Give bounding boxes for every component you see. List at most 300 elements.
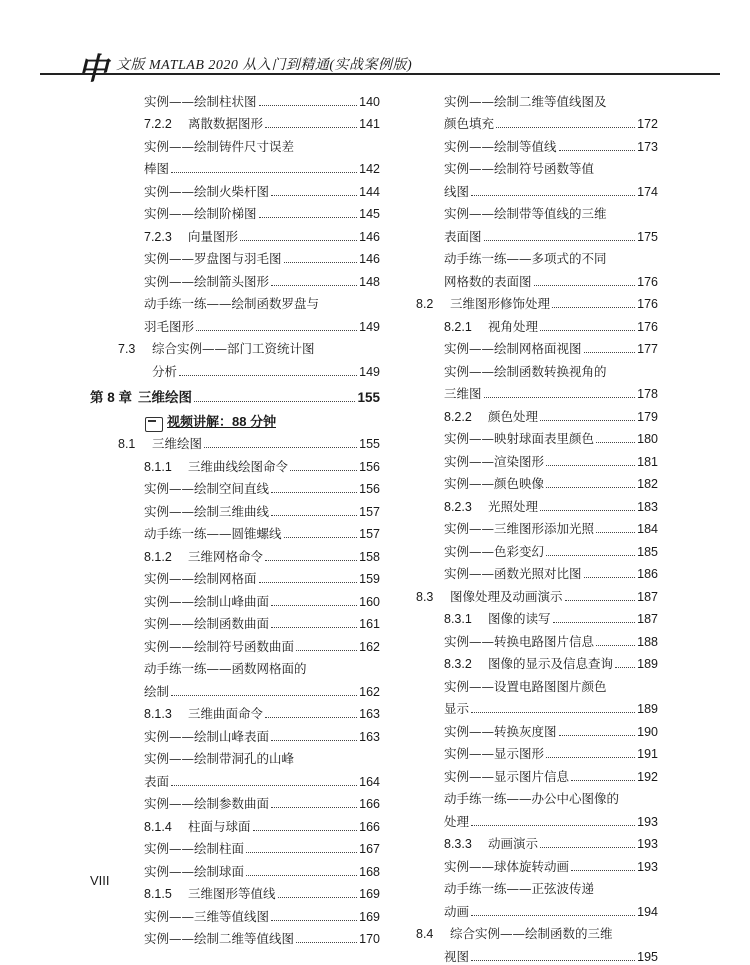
toc-entry-number: 8.2.1 <box>444 319 472 334</box>
leader-dots <box>271 920 357 921</box>
toc-entry-title: 实例——色彩变幻 <box>444 543 545 559</box>
toc-entry-number: 8.1.1 <box>144 459 172 474</box>
toc-entry[interactable] <box>416 177 658 200</box>
toc-entry[interactable] <box>90 565 380 588</box>
toc-entry-title: 动手练一练——函数网格面的 <box>144 661 307 676</box>
toc-entry-page: 159 <box>359 572 380 586</box>
toc-entry-number: 第 8 章 <box>90 389 133 405</box>
toc-entry[interactable] <box>416 807 658 830</box>
leader-dots <box>546 465 635 466</box>
toc-entry-page: 179 <box>637 409 658 424</box>
toc-entry-page: 146 <box>359 229 380 244</box>
toc-entry-page: 189 <box>637 702 658 716</box>
toc-entry-page: 175 <box>637 229 658 244</box>
toc-entry-number: 8.3 <box>416 589 434 604</box>
toc-entry[interactable] <box>416 470 658 493</box>
toc-entry[interactable] <box>90 790 380 813</box>
toc-entry-title: 网格数的表面图 <box>444 273 532 289</box>
toc-entry[interactable] <box>90 177 380 200</box>
toc-entry-page: 189 <box>637 657 658 671</box>
toc-entry[interactable] <box>90 452 380 475</box>
toc-entry-title: 表面 <box>144 773 170 789</box>
toc-entry-page: 144 <box>359 184 380 199</box>
toc-entry-page: 194 <box>637 904 658 919</box>
toc-entry-title: 实例——绘制箭头图形 <box>144 273 270 289</box>
toc-entry-title: 实例——映射球面表里颜色 <box>444 431 595 446</box>
leader-dots <box>179 375 357 376</box>
toc-entry[interactable] <box>416 537 658 560</box>
toc-entry-page: 186 <box>637 567 658 581</box>
toc-entry-page: 187 <box>637 612 658 626</box>
leader-dots <box>290 470 357 471</box>
leader-dots <box>584 577 636 578</box>
toc-entry-title: 实例——绘制带等值线的三维 <box>444 206 607 221</box>
toc-entry-page: 168 <box>359 864 380 879</box>
toc-entry-title: 分析 <box>152 363 178 379</box>
leader-dots <box>615 667 635 668</box>
leader-dots <box>565 600 636 601</box>
toc-entry-title: 实例——显示图形 <box>444 746 545 761</box>
toc-entry[interactable] <box>416 582 658 605</box>
toc-entry[interactable] <box>90 542 380 565</box>
toc-entry-title: 三维曲线绘图命令 <box>188 458 289 474</box>
toc-entry-page: 156 <box>359 459 380 474</box>
toc-entry-title: 动画演示 <box>488 836 539 851</box>
toc-entry-title: 实例——绘制空间直线 <box>144 481 270 496</box>
leader-dots <box>471 915 635 916</box>
toc-entry-title: 颜色处理 <box>488 408 539 424</box>
toc-entry-title: 实例——渲染图形 <box>444 453 545 469</box>
toc-entry[interactable] <box>90 767 380 790</box>
toc-entry-number: 7.2.2 <box>144 117 172 131</box>
toc-entry[interactable] <box>416 402 658 425</box>
toc-entry[interactable] <box>416 222 658 245</box>
toc-entry-title: 实例——绘制二维等值线图及 <box>444 93 607 109</box>
toc-entry-title: 实例——设置电路图图片颜色 <box>444 678 607 694</box>
toc-entry-title: 实例——显示图片信息 <box>444 768 570 784</box>
toc-entry-page: 155 <box>359 437 380 451</box>
toc-entry[interactable] <box>90 155 380 178</box>
toc-entry-title: 综合实例——部门工资统计图 <box>152 341 315 356</box>
toc-entry-number: 7.3 <box>118 342 136 356</box>
toc-entry[interactable] <box>90 880 380 903</box>
toc-entry-page: 174 <box>637 184 658 199</box>
toc-entry-title: 图像处理及动画演示 <box>450 588 563 604</box>
toc-entry-page: 176 <box>637 319 658 334</box>
toc-entry-page: 140 <box>359 94 380 109</box>
toc-entry[interactable] <box>90 132 380 155</box>
toc-entry[interactable] <box>416 830 658 853</box>
toc-entry[interactable] <box>416 425 658 448</box>
toc-entry-title: 离散数据图形 <box>188 116 264 131</box>
toc-entry-title: 柱面与球面 <box>188 818 251 834</box>
toc-entry-title: 实例——绘制火柴杆图 <box>144 183 270 199</box>
leader-dots <box>246 852 357 853</box>
toc-entry[interactable] <box>90 245 380 268</box>
toc-entry-page: 169 <box>359 909 380 924</box>
toc-entry-title: 实例——绘制山峰曲面 <box>144 593 270 609</box>
toc-entry-page: 182 <box>637 477 658 491</box>
toc-entry-title: 实例——绘制铸件尺寸误差 <box>144 138 295 154</box>
toc-entry[interactable] <box>416 312 658 335</box>
toc-entry-title: 绘制 <box>144 683 170 699</box>
toc-entry[interactable] <box>90 835 380 858</box>
toc-entry-number: 8.3.2 <box>444 657 472 671</box>
leader-dots <box>559 150 636 151</box>
toc-entry[interactable] <box>90 587 380 610</box>
toc-entry-number: 8.1.4 <box>144 819 172 834</box>
toc-entry-page: 172 <box>637 117 658 131</box>
leader-dots <box>596 532 635 533</box>
leader-dots <box>571 780 635 781</box>
video-icon <box>145 417 163 432</box>
leader-dots <box>171 695 357 696</box>
toc-entry-page: 148 <box>359 274 380 289</box>
toc-entry-page: 187 <box>637 589 658 604</box>
toc-entry-page: 161 <box>359 617 380 631</box>
toc-entry-page: 162 <box>359 684 380 699</box>
leader-dots <box>278 897 358 898</box>
toc-entry-page: 193 <box>637 814 658 829</box>
leader-dots <box>259 105 358 106</box>
toc-entry-title: 实例——罗盘图与羽毛图 <box>144 251 282 266</box>
toc-video-note[interactable] <box>90 406 380 430</box>
leader-dots <box>271 740 357 741</box>
toc-entry-title: 视图 <box>444 948 470 964</box>
toc-entry-title: 动手练一练——绘制函数罗盘与 <box>144 296 320 311</box>
toc-entry-page: 193 <box>637 837 658 851</box>
toc-entry[interactable] <box>90 87 380 110</box>
leader-dots <box>284 262 358 263</box>
toc-entry-number: 8.1.3 <box>144 707 172 721</box>
toc-entry-number: 7.2.3 <box>144 229 172 244</box>
leader-dots <box>271 195 357 196</box>
toc-entry-page: 195 <box>637 949 658 964</box>
leader-dots <box>171 172 357 173</box>
toc-entry-page: 149 <box>359 364 380 379</box>
toc-entry-title: 三维绘图 <box>138 389 193 405</box>
toc-entry-title: 实例——绘制函数曲面 <box>144 616 270 631</box>
toc-entry-page: 170 <box>359 932 380 946</box>
toc-entry-page: 192 <box>637 769 658 784</box>
leader-dots <box>596 442 635 443</box>
toc-entry-title: 线图 <box>444 183 470 199</box>
leader-dots <box>259 582 358 583</box>
leader-dots <box>259 217 358 218</box>
leader-dots <box>196 330 357 331</box>
leader-dots <box>271 285 357 286</box>
leader-dots <box>496 127 635 128</box>
toc-entry-page: 166 <box>359 819 380 834</box>
leader-dots <box>471 195 635 196</box>
leader-dots <box>194 401 355 402</box>
toc-entry-page: 149 <box>359 319 380 334</box>
toc-entry-title: 三维绘图 <box>152 436 203 451</box>
toc-right-column <box>416 87 658 965</box>
toc-entry-title: 向量图形 <box>188 228 239 244</box>
toc-entry[interactable] <box>416 942 658 965</box>
toc-entry[interactable] <box>416 740 658 763</box>
toc-entry[interactable] <box>90 222 380 245</box>
leader-dots <box>534 285 636 286</box>
toc-entry[interactable] <box>416 492 658 515</box>
toc-entry-page: 173 <box>637 139 658 154</box>
toc-entry-title: 动手练一练——正弦波传递 <box>444 881 595 896</box>
leader-dots <box>471 960 635 961</box>
toc-entry-page: 163 <box>359 729 380 744</box>
leader-dots <box>284 537 358 538</box>
leader-dots <box>240 240 357 241</box>
toc-entry-title: 三维图 <box>444 386 482 401</box>
toc-entry[interactable] <box>416 627 658 650</box>
book-logo: 中 <box>78 52 106 87</box>
toc-entry-title: 实例——三维图形添加光照 <box>444 521 595 536</box>
toc-entry[interactable] <box>90 677 380 700</box>
toc-entry[interactable] <box>416 110 658 133</box>
toc-entry[interactable] <box>90 497 380 520</box>
toc-entry-title: 实例——颜色映像 <box>444 476 545 491</box>
leader-dots <box>265 127 357 128</box>
toc-entry[interactable] <box>416 672 658 695</box>
toc-entry[interactable] <box>416 132 658 155</box>
toc-entry-title: 实例——绘制函数转换视角的 <box>444 363 607 379</box>
toc-entry-number: 8.2 <box>416 297 434 311</box>
toc-entry-title: 显示 <box>444 701 470 716</box>
toc-entry-title: 实例——绘制二维等值线图 <box>144 931 295 946</box>
toc-entry[interactable] <box>90 335 380 358</box>
toc-entry-page: 142 <box>359 162 380 176</box>
toc-entry[interactable] <box>90 700 380 723</box>
page-header <box>40 38 720 87</box>
toc-entry-title: 实例——球体旋转动画 <box>444 858 570 874</box>
toc-chapter-entry[interactable] <box>90 380 380 406</box>
leader-dots <box>246 875 357 876</box>
toc-entry[interactable] <box>90 200 380 223</box>
leader-dots <box>471 712 635 713</box>
leader-dots <box>265 717 357 718</box>
toc-entry-page: 158 <box>359 549 380 564</box>
leader-dots <box>484 240 636 241</box>
leader-dots <box>553 622 636 623</box>
toc-entry-title: 实例——函数光照对比图 <box>444 566 582 581</box>
toc-entry-title: 动手练一练——圆锥螺线 <box>144 526 282 541</box>
toc-entry[interactable] <box>90 812 380 835</box>
toc-entry-title: 视角处理 <box>488 318 539 334</box>
leader-dots <box>271 515 357 516</box>
toc-entry[interactable] <box>416 762 658 785</box>
toc-entry-page: 156 <box>359 482 380 496</box>
leader-dots <box>552 307 635 308</box>
toc-entry-number: 8.3.1 <box>444 612 472 626</box>
toc-entry[interactable] <box>416 717 658 740</box>
toc-entry-page: 167 <box>359 842 380 856</box>
toc-left-column <box>90 87 380 947</box>
toc-entry-title: 三维网格命令 <box>188 548 264 564</box>
leader-dots <box>546 487 635 488</box>
toc-entry-title: 实例——三维等值线图 <box>144 908 270 924</box>
toc-entry-title: 实例——绘制符号函数曲面 <box>144 638 295 654</box>
toc-entry-title: 颜色填充 <box>444 116 495 131</box>
toc-entry[interactable] <box>416 290 658 313</box>
toc-entry-title: 图像的显示及信息查询 <box>488 656 614 671</box>
toc-entry-title: 视频讲解：88 分钟 <box>167 413 277 429</box>
toc-entry-title: 处理 <box>444 813 470 829</box>
toc-entry-title: 光照处理 <box>488 498 539 514</box>
leader-dots <box>584 352 636 353</box>
toc-entry-page: 178 <box>637 387 658 401</box>
toc-entry-title: 棒图 <box>144 161 170 176</box>
leader-dots <box>296 942 357 943</box>
toc-entry[interactable] <box>90 925 380 948</box>
toc-entry[interactable] <box>90 110 380 133</box>
toc-entry[interactable] <box>90 475 380 498</box>
leader-dots <box>204 447 357 448</box>
toc-entry[interactable] <box>90 312 380 335</box>
toc-entry-page: 162 <box>359 639 380 654</box>
toc-entry[interactable] <box>90 745 380 768</box>
toc-entry-page: 157 <box>359 504 380 519</box>
leader-dots <box>265 560 357 561</box>
toc-entry[interactable] <box>416 245 658 268</box>
toc-entry-page: 177 <box>637 342 658 356</box>
toc-entry-number: 8.4 <box>416 927 434 941</box>
toc-entry-title: 三维图形修饰处理 <box>450 296 551 311</box>
toc-entry[interactable] <box>416 695 658 718</box>
toc-entry[interactable] <box>416 650 658 673</box>
toc-entry[interactable] <box>416 200 658 223</box>
toc-entry-title: 实例——绘制网格面视图 <box>444 341 582 356</box>
toc-entry[interactable] <box>90 290 380 313</box>
toc-entry[interactable] <box>416 605 658 628</box>
toc-entry[interactable] <box>90 430 380 453</box>
leader-dots <box>546 757 635 758</box>
toc-entry-page: 141 <box>359 117 380 131</box>
toc-entry-title: 实例——绘制符号函数等值 <box>444 161 595 176</box>
toc-entry-page: 176 <box>637 297 658 311</box>
leader-dots <box>271 605 357 606</box>
toc-entry[interactable] <box>90 520 380 543</box>
toc-entry-title: 实例——绘制三维曲线 <box>144 503 270 519</box>
toc-entry[interactable] <box>90 357 380 380</box>
toc-entry[interactable] <box>90 267 380 290</box>
toc-entry-page: 193 <box>637 859 658 874</box>
toc-entry-page: 166 <box>359 797 380 811</box>
toc-entry-title: 动手练一练——多项式的不同 <box>444 251 607 266</box>
toc-entry-page: 176 <box>637 274 658 289</box>
toc-entry[interactable] <box>416 335 658 358</box>
leader-dots <box>296 650 357 651</box>
toc-entry-title: 实例——绘制柱状图 <box>144 93 257 109</box>
toc-entry[interactable] <box>416 87 658 110</box>
toc-entry-page: 180 <box>637 432 658 446</box>
leader-dots <box>271 627 357 628</box>
leader-dots <box>271 807 357 808</box>
toc-entry-page: 157 <box>359 527 380 541</box>
leader-dots <box>559 735 636 736</box>
toc-entry-title: 实例——转换灰度图 <box>444 723 557 739</box>
toc-entry-title: 实例——绘制山峰表面 <box>144 728 270 744</box>
leader-dots <box>546 555 635 556</box>
toc-entry-page: 155 <box>357 389 380 405</box>
toc-entry-page: 169 <box>359 887 380 901</box>
toc-entry-title: 动手练一练——办公中心图像的 <box>444 791 620 806</box>
toc-entry[interactable] <box>416 515 658 538</box>
toc-entry-title: 表面图 <box>444 228 482 244</box>
toc-entry-number: 8.2.3 <box>444 499 472 514</box>
toc-entry[interactable] <box>416 447 658 470</box>
leader-dots <box>571 870 635 871</box>
leader-dots <box>540 330 635 331</box>
toc-entry-title: 实例——绘制网格面 <box>144 571 257 586</box>
toc-entry[interactable] <box>90 632 380 655</box>
toc-entry-title: 综合实例——绘制函数的三维 <box>450 926 613 941</box>
leader-dots <box>540 847 635 848</box>
toc-entry[interactable] <box>90 722 380 745</box>
toc-entry-page: 183 <box>637 499 658 514</box>
toc-entry-page: 185 <box>637 544 658 559</box>
toc-entry[interactable] <box>416 897 658 920</box>
toc-entry-number: 8.1.2 <box>144 549 172 564</box>
toc-entry-page: 190 <box>637 724 658 739</box>
toc-entry-page: 160 <box>359 594 380 609</box>
toc-entry-title: 实例——绘制带洞孔的山峰 <box>144 751 295 766</box>
toc-entry-title: 实例——绘制球面 <box>144 863 245 879</box>
toc-entry-title: 动画 <box>444 903 470 919</box>
leader-dots <box>471 825 635 826</box>
toc-entry-page: 188 <box>637 634 658 649</box>
toc-entry[interactable] <box>416 785 658 808</box>
toc-entry-page: 164 <box>359 774 380 789</box>
toc-entry[interactable] <box>416 852 658 875</box>
leader-dots <box>596 645 635 646</box>
toc-entry-page: 181 <box>637 454 658 469</box>
leader-dots <box>253 830 358 831</box>
toc-entry[interactable] <box>416 920 658 943</box>
toc-entry[interactable] <box>90 655 380 678</box>
toc-entry-page: 163 <box>359 707 380 721</box>
toc-entry-title: 实例——转换电路图片信息 <box>444 633 595 649</box>
leader-dots <box>484 397 636 398</box>
toc-entry[interactable] <box>90 610 380 633</box>
book-title: 文版 MATLAB 2020 从入门到精通(实战案例版) <box>116 58 413 73</box>
toc-entry-page: 191 <box>637 747 658 761</box>
toc-entry-title: 实例——绘制等值线 <box>444 138 557 154</box>
toc-entry[interactable] <box>90 857 380 880</box>
toc-entry-title: 图像的读写 <box>488 611 551 626</box>
toc-entry-title: 实例——绘制参数曲面 <box>144 796 270 811</box>
toc-entry-title: 三维图形等值线 <box>188 886 276 901</box>
toc-entry-number: 8.1.5 <box>144 887 172 901</box>
toc-entry-title: 羽毛图形 <box>144 318 195 334</box>
toc-entry-page: 145 <box>359 207 380 221</box>
page-folio: VIII <box>90 873 110 888</box>
toc-entry[interactable] <box>416 380 658 403</box>
toc-entry-page: 146 <box>359 252 380 266</box>
leader-dots <box>540 510 635 511</box>
toc-entry[interactable] <box>416 875 658 898</box>
toc-entry[interactable] <box>416 155 658 178</box>
toc-entry[interactable] <box>416 560 658 583</box>
toc-entry-title: 三维曲面命令 <box>188 706 264 721</box>
toc-entry[interactable] <box>416 267 658 290</box>
toc-entry-title: 实例——绘制阶梯图 <box>144 206 257 221</box>
leader-dots <box>271 492 357 493</box>
toc-entry-number: 8.2.2 <box>444 409 472 424</box>
toc-entry-page: 184 <box>637 522 658 536</box>
toc-entry[interactable] <box>90 902 380 925</box>
toc-entry[interactable] <box>416 357 658 380</box>
toc-entry-title: 实例——绘制柱面 <box>144 841 245 856</box>
